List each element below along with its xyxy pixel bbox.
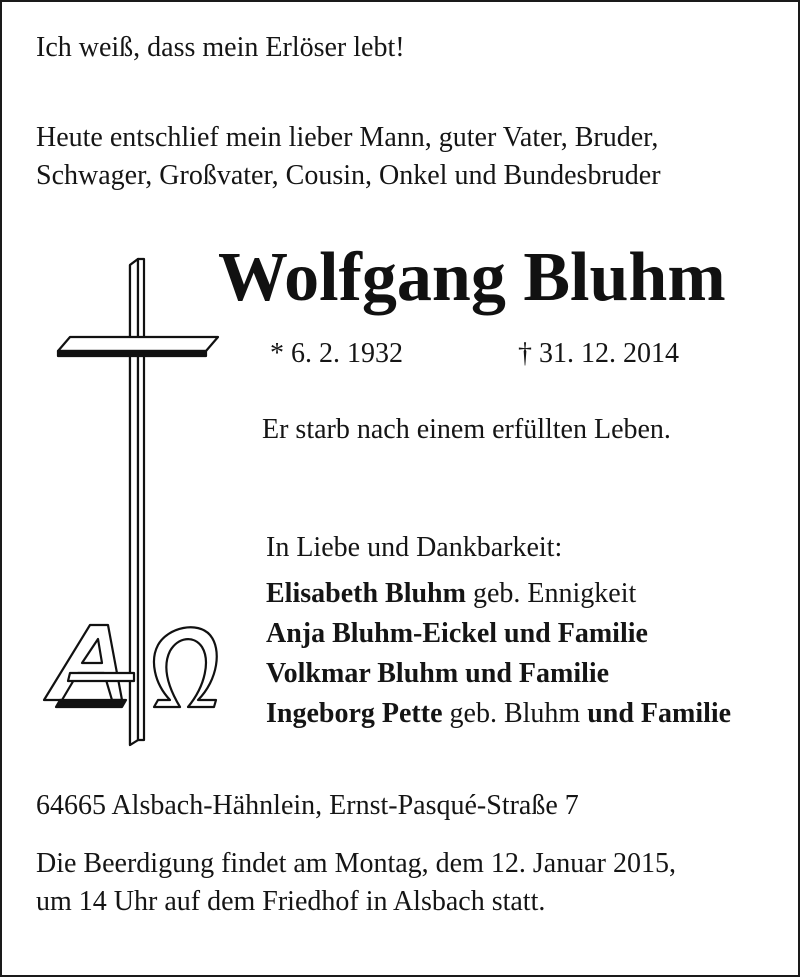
mourner-name: Ingeborg Pette xyxy=(266,698,443,729)
tribute-text: Er starb nach einem erfüllten Leben. xyxy=(262,414,671,445)
mourner-entry xyxy=(266,576,636,612)
funeral-line-2: um 14 Uhr auf dem Friedhof in Alsbach statt. xyxy=(36,886,546,917)
mourner-entry xyxy=(266,696,731,732)
mourner-suffix: geb. Bluhm xyxy=(442,698,588,729)
mourner-name: Elisabeth Bluhm xyxy=(266,578,466,609)
mourner-name: Volkmar Bluhm und Familie xyxy=(266,658,610,689)
opening-verse: Ich weiß, dass mein Erlöser lebt! xyxy=(36,32,405,63)
mourner-entry xyxy=(266,616,648,652)
mourner-name: Anja Bluhm-Eickel und Familie xyxy=(266,618,648,649)
mourner-suffix: geb. Ennigkeit xyxy=(465,578,637,609)
mourners-heading: In Liebe und Dankbarkeit: xyxy=(266,532,563,563)
address: 64665 Alsbach-Hähnlein, Ernst-Pasqué-Straße 7 xyxy=(36,790,579,821)
birth-date: * 6. 2. 1932 xyxy=(270,338,403,369)
announcement-line-1: Heute entschlief mein lieber Mann, guter Vater, Bruder, xyxy=(36,122,659,153)
deceased-name: Wolfgang Bluhm xyxy=(218,239,726,316)
death-date: † 31. 12. 2014 xyxy=(518,338,679,369)
mourner-suffix-bold: und Familie xyxy=(587,698,732,729)
mourner-entry xyxy=(266,656,609,692)
funeral-line-1: Die Beerdigung findet am Montag, dem 12. Januar 2015, xyxy=(36,848,676,879)
cross-alpha-omega-icon xyxy=(30,255,240,750)
announcement-line-2: Schwager, Großvater, Cousin, Onkel und Bundesbruder xyxy=(36,160,661,191)
